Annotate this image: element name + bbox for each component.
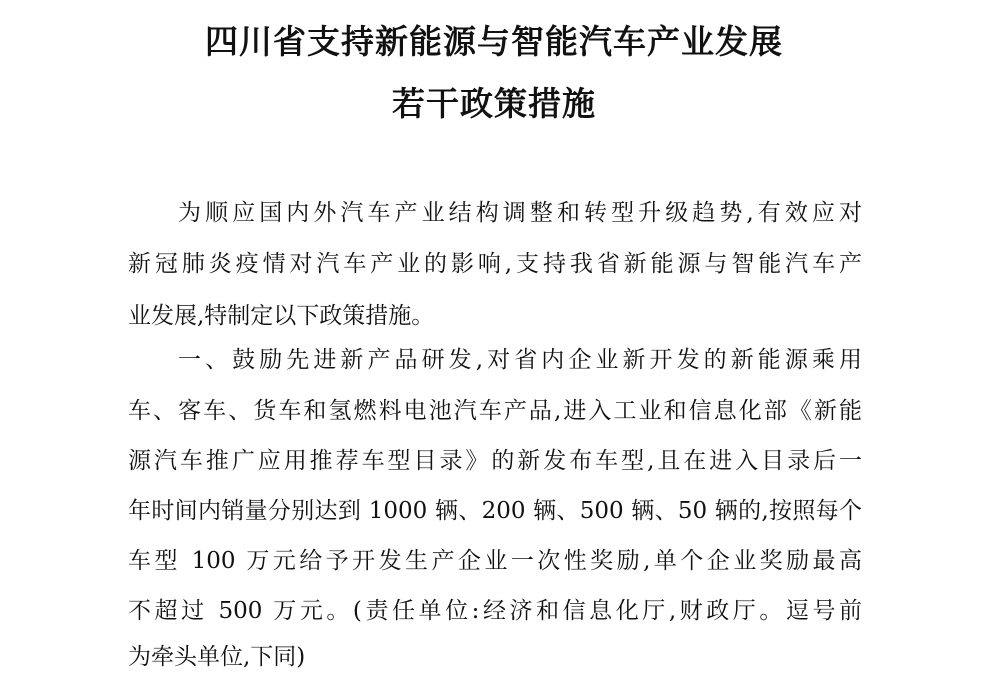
paragraph-2-line-2: 车、客车、货车和氢燃料电池汽车产品,进入工业和信息化部《新能	[128, 398, 862, 424]
paragraph-1-line-1: 为顺应国内外汽车产业结构调整和转型升级趋势,有效应对	[178, 200, 862, 226]
paragraph-2-line-1: 一、鼓励先进新产品研发,对省内企业新开发的新能源乘用	[178, 347, 862, 373]
paragraph-2-line-7: 为牵头单位,下同)	[128, 644, 306, 670]
paragraph-2-line-6: 不超过 500 万元。(责任单位:经济和信息化厅,财政厅。逗号前	[128, 598, 862, 624]
document-title-line-2: 若干政策措施	[392, 84, 596, 123]
paragraph-1-line-2: 新冠肺炎疫情对汽车产业的影响,支持我省新能源与智能汽车产	[128, 251, 862, 277]
paragraph-2-line-5: 车型 100 万元给予开发生产企业一次性奖励,单个企业奖励最高	[128, 548, 862, 574]
paragraph-2-line-3: 源汽车推广应用推荐车型目录》的新发布车型,且在进入目录后一	[128, 448, 862, 474]
paragraph-1-line-3: 业发展,特制定以下政策措施。	[128, 303, 435, 329]
paragraph-2-line-4: 年时间内销量分别达到 1000 辆、200 辆、500 辆、50 辆的,按照每个	[128, 498, 862, 524]
document-title-line-1: 四川省支持新能源与智能汽车产业发展	[205, 22, 783, 61]
